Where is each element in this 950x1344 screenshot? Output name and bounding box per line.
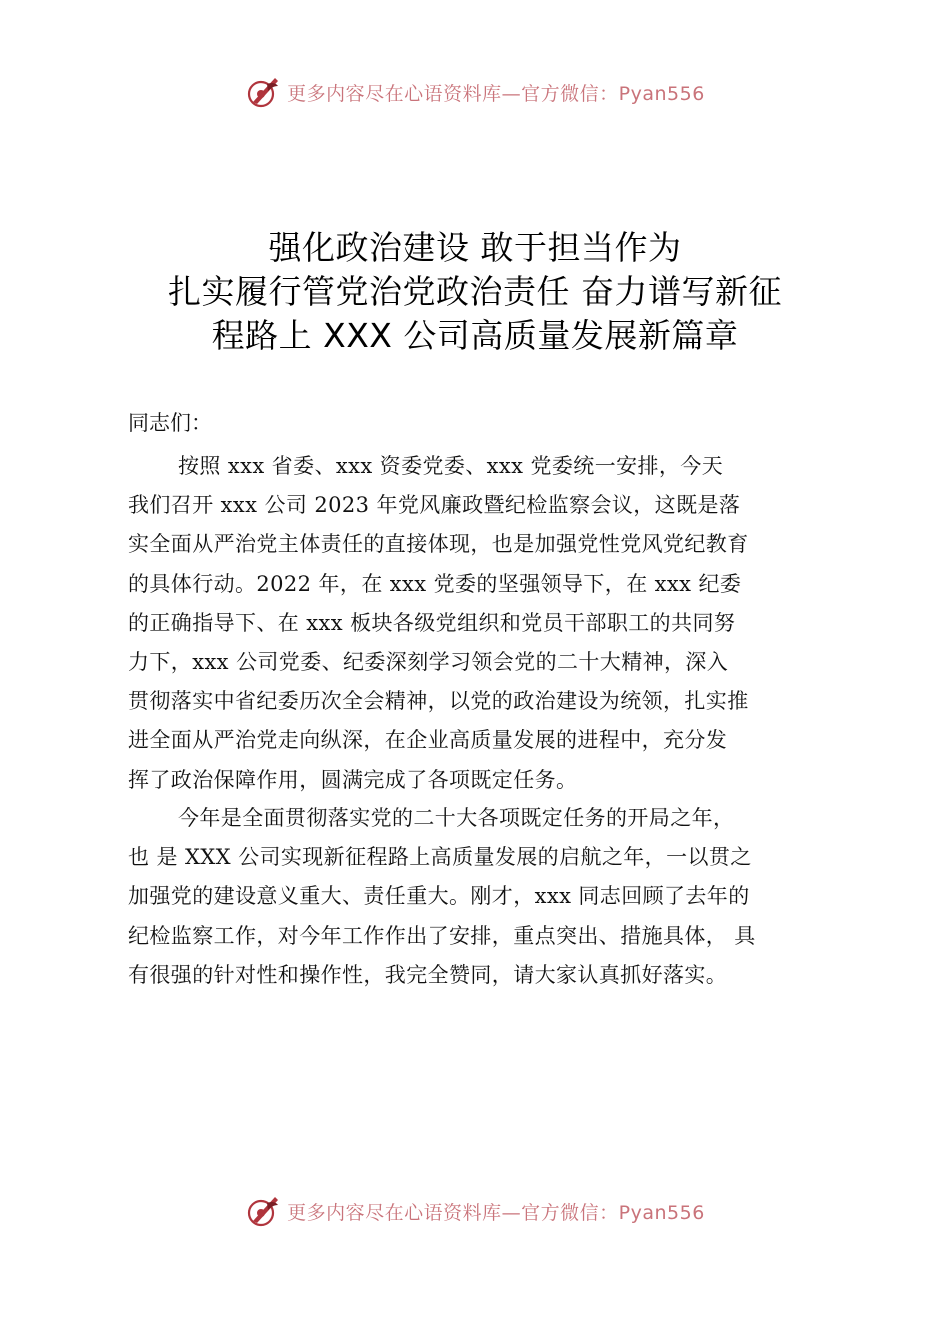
text-line: 按照 xxx 省委、xxx 资委党委、xxx 党委统一安排，今天: [178, 454, 724, 478]
document-title: [60, 226, 890, 358]
text-line: 也 是 XXX 公司实现新征程路上高质量发展的启航之年，一以贯之: [128, 845, 752, 870]
text-line: 力下，xxx 公司党委、纪委深刻学习领会党的二十大精神，深入: [128, 649, 729, 674]
text-line: 挥了政治保障作用，圆满完成了各项既定任务。: [128, 767, 578, 792]
title-line: 扎实履行管党治党政治责任 奋力谱写新征: [168, 272, 782, 311]
text-line: 我们召开 xxx 公司 2023 年党风廉政暨纪检监察会议，这既是落: [128, 493, 741, 518]
quill-logo-icon: [245, 74, 281, 110]
header-banner: [0, 70, 950, 114]
title-line: 程路上 XXX 公司高质量发展新篇章: [211, 316, 739, 355]
paragraph-2: [128, 799, 840, 995]
text-line: 实全面从严治党主体责任的直接体现，也是加强党性党风党纪教育: [128, 532, 749, 557]
text-line: 贯彻落实中省纪委历次全会精神，以党的政治建设为统领，扎实推: [128, 689, 749, 714]
banner-wechat-id: Pyan556: [618, 1201, 705, 1224]
banner-text: 更多内容尽在心语资料库—官方微信：Pyan556: [287, 1201, 705, 1224]
salutation: 同志们：: [128, 411, 212, 435]
text-line: 有很强的针对性和操作性，我完全赞同，请大家认真抓好落实。: [128, 962, 728, 987]
banner-wechat-id: Pyan556: [618, 82, 705, 105]
paragraph-1: [128, 447, 840, 800]
quill-logo-icon: [245, 1193, 281, 1229]
text-line: 的正确指导下、在 xxx 板块各级党组织和党员干部职工的共同努: [128, 610, 736, 635]
banner-text: 更多内容尽在心语资料库—官方微信：Pyan556: [287, 82, 705, 105]
text-line: 的具体行动。2022 年，在 xxx 党委的坚强领导下，在 xxx 纪委: [128, 571, 742, 596]
text-line: 纪检监察工作，对今年工作作出了安排，重点突出、措施具体， 具: [128, 923, 756, 948]
title-line: 强化政治建设 敢于担当作为: [268, 228, 682, 267]
text-line: 进全面从严治党走向纵深，在企业高质量发展的进程中，充分发: [128, 728, 728, 753]
text-line: 加强党的建设意义重大、责任重大。刚才，xxx 同志回顾了去年的: [128, 884, 750, 909]
footer-banner: [0, 1189, 950, 1233]
text-line: 今年是全面贯彻落实党的二十大各项既定任务的开局之年，: [178, 806, 735, 830]
